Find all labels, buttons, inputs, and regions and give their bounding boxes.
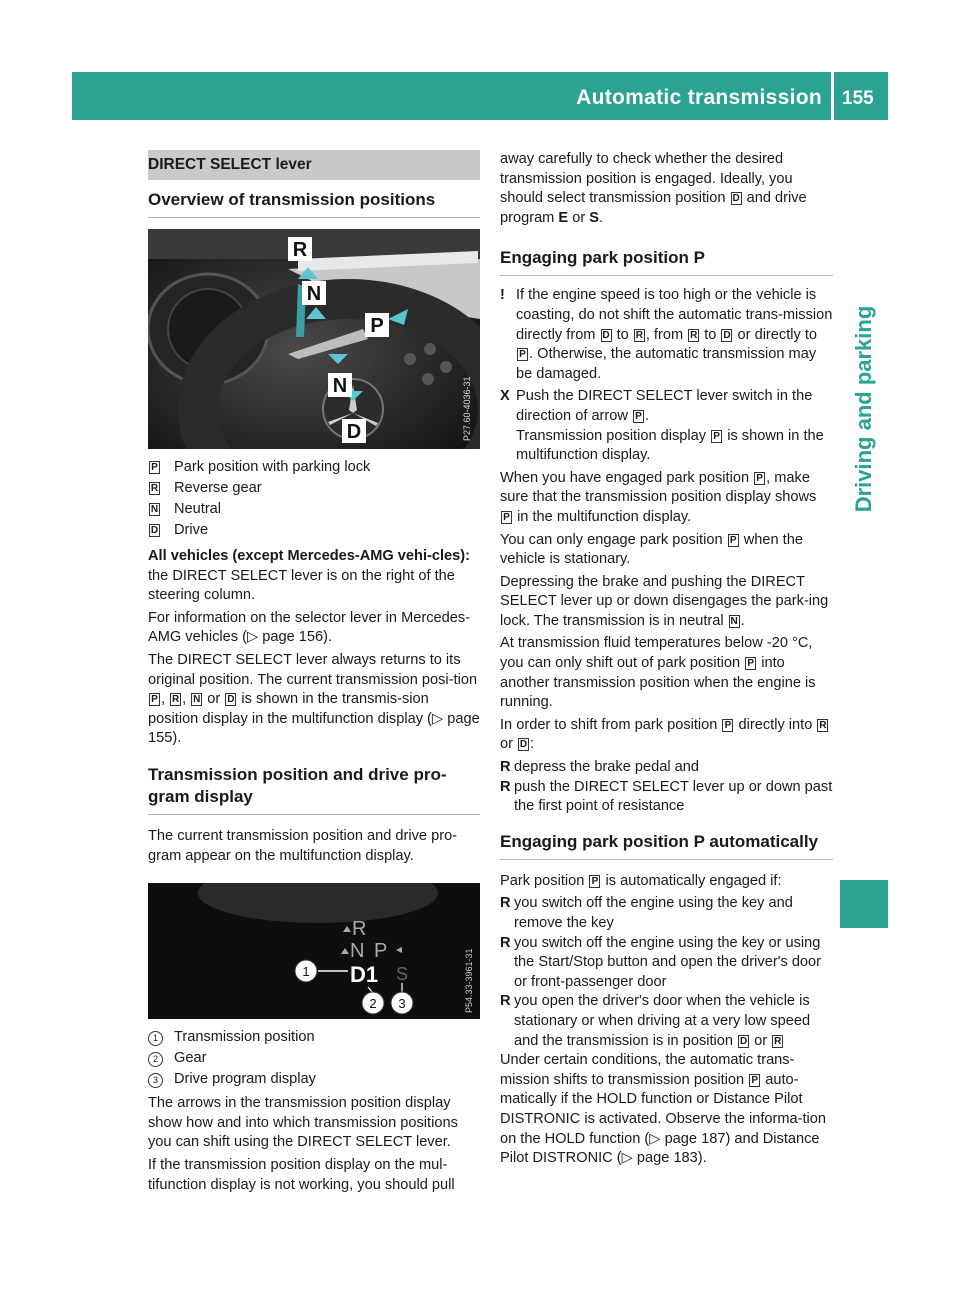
lever-label-n: N [306, 283, 322, 305]
lever-label-r: R [292, 239, 308, 261]
paragraph-arrows: The arrows in the transmission position display show how and into which transmission positions you can shift using the DIRECT SELECT lever. [148, 1095, 458, 1151]
display-photo [148, 883, 480, 1019]
step-icon: X [500, 388, 510, 405]
list-item: R push the DIRECT SELECT lever up or down past the first point of resistance [500, 778, 833, 817]
legend-item: N Neutral [150, 501, 222, 517]
side-tab-label: Driving and parking [851, 305, 876, 513]
side-marker [840, 880, 888, 928]
bullet-icon: R [500, 895, 511, 912]
callout-3: 3 [398, 996, 406, 1012]
display-heading: Transmission position and drive pro-gram display [148, 764, 480, 815]
list-item: R you switch off the engine using the key or using the Start/Stop button and open the driver's door or front-passenger door [500, 934, 833, 993]
legend-item: 1 Transmission position [148, 1027, 480, 1048]
warning-note: ! If the engine speed is too high or the vehicle is coasting, do not shift the automatic trans-mission directly from D to R , from R to D or directly to P . Otherwise, the automatic transmission may be damaged. [500, 286, 833, 384]
callout-2: 2 [369, 996, 377, 1012]
paragraph-depress: Depressing the brake and pushing the DIRECT SELECT lever up or down disengages the park-ing lock. The transmission is in neutral N . [500, 573, 829, 629]
legend-item: R Reverse gear [150, 480, 262, 496]
paragraph-returns: The DIRECT SELECT lever always returns to its original position. The current transmission posi-tion P , R , N or D is shown in the transmis-sion position display in the multifunction display (▷ page 155). [148, 651, 480, 747]
page-link[interactable]: page 183 [636, 1150, 698, 1167]
paragraph-info: For information on the selector lever in Mercedes-AMG vehicles (▷ page 156). [148, 609, 471, 646]
list-item: R depress the brake pedal and [500, 758, 833, 778]
bullet-icon: R [500, 778, 511, 795]
left-column [148, 150, 480, 1198]
paragraph-vehicles: All vehicles (except Mercedes-AMG vehi-cles): the DIRECT SELECT lever is on the right of the steering column. [148, 548, 470, 604]
ref-arrow-icon: ▷ [246, 629, 259, 646]
overview-heading: Overview of transmission positions [148, 189, 480, 218]
ref-arrow-icon: ▷ [649, 1130, 661, 1147]
paragraph-only: You can only engage park position P when the vehicle is stationary. [500, 531, 803, 568]
warning-icon: ! [500, 287, 505, 304]
lever-label-n2: N [332, 375, 348, 397]
bullet-icon: R [500, 759, 511, 776]
list-item: R you switch off the engine using the key and remove the key [500, 894, 833, 933]
page-link[interactable]: page 156 [262, 629, 324, 646]
display-gear: D1 [350, 962, 379, 988]
section-heading: DIRECT SELECT lever [148, 150, 480, 180]
display-letter-r: R [352, 918, 367, 941]
ref-arrow-icon: ▷ [431, 710, 444, 727]
callout-1: 1 [302, 964, 310, 980]
instruction-step: X Push the DIRECT SELECT lever switch in the direction of arrow P . Transmission position display P is shown in the multifunction display. [500, 387, 833, 465]
paragraph-notworking: If the transmission position display on the mul-tifunction display is not working, you should pull [148, 1156, 455, 1193]
side-tab [840, 294, 888, 524]
paragraph-current: The current transmission position and drive pro-gram appear on the multifunction display. [148, 827, 458, 864]
legend-item: 2 Gear [148, 1048, 480, 1069]
paragraph-order: In order to shift from park position P directly into R or D : [500, 716, 827, 753]
ref-arrow-icon: ▷ [621, 1150, 633, 1167]
paragraph-conditions: Under certain conditions, the automatic trans-mission shifts to transmission position P auto-matically if the HOLD function or Distance Pilot DISTRONIC is activated. Observe the informa-tion on the HOLD function (▷ page 187) and Distance Pilot DISTRONIC (▷ page 183). [500, 1052, 827, 1167]
bullet-icon: R [500, 934, 511, 951]
legend-item: D Drive [150, 522, 209, 538]
chapter-title: Automatic transmission [576, 86, 822, 109]
lever-label-p: P [370, 315, 384, 337]
display-letter-p: P [374, 940, 388, 963]
legend-item: P Park position with parking lock [148, 457, 480, 478]
legend-item: 3 Drive program display [148, 1069, 480, 1090]
display-letter-s: S [396, 964, 409, 985]
page-number: 155 [842, 88, 874, 109]
paragraph-temp: At transmission fluid temperatures below -20 °C, you can only shift out of park position P into another transmission position when the engine is running. [500, 635, 816, 711]
display-letter-n: N [350, 940, 365, 963]
page-link[interactable]: page 187 [664, 1130, 726, 1147]
figure2-code: P54.33-3961-31 [464, 948, 474, 1014]
bullet-icon: R [500, 993, 511, 1010]
figure-code: P27.60-4036-31 [462, 376, 472, 441]
list-item: R you open the driver's door when the vehicle is stationary or when driving at a very low speed and the transmission is in position D or R [500, 992, 833, 1051]
paragraph-auto: Park position P is automatically engaged if: [500, 872, 782, 889]
park-heading: Engaging park position P [500, 247, 833, 276]
paragraph-engaged: When you have engaged park position P , make sure that the transmission position display shows P in the multifunction display. [500, 469, 817, 525]
lever-label-d: D [346, 421, 362, 443]
header-separator [831, 72, 834, 120]
right-column [500, 150, 833, 1172]
page-link[interactable]: page 155 [148, 710, 480, 747]
paragraph-continued: away carefully to check whether the desired transmission position is engaged. Ideally, you should select transmission position D and drive program E or S. [500, 151, 807, 226]
lever-photo [148, 229, 480, 449]
auto-park-heading: Engaging park position P automatically [500, 831, 833, 860]
